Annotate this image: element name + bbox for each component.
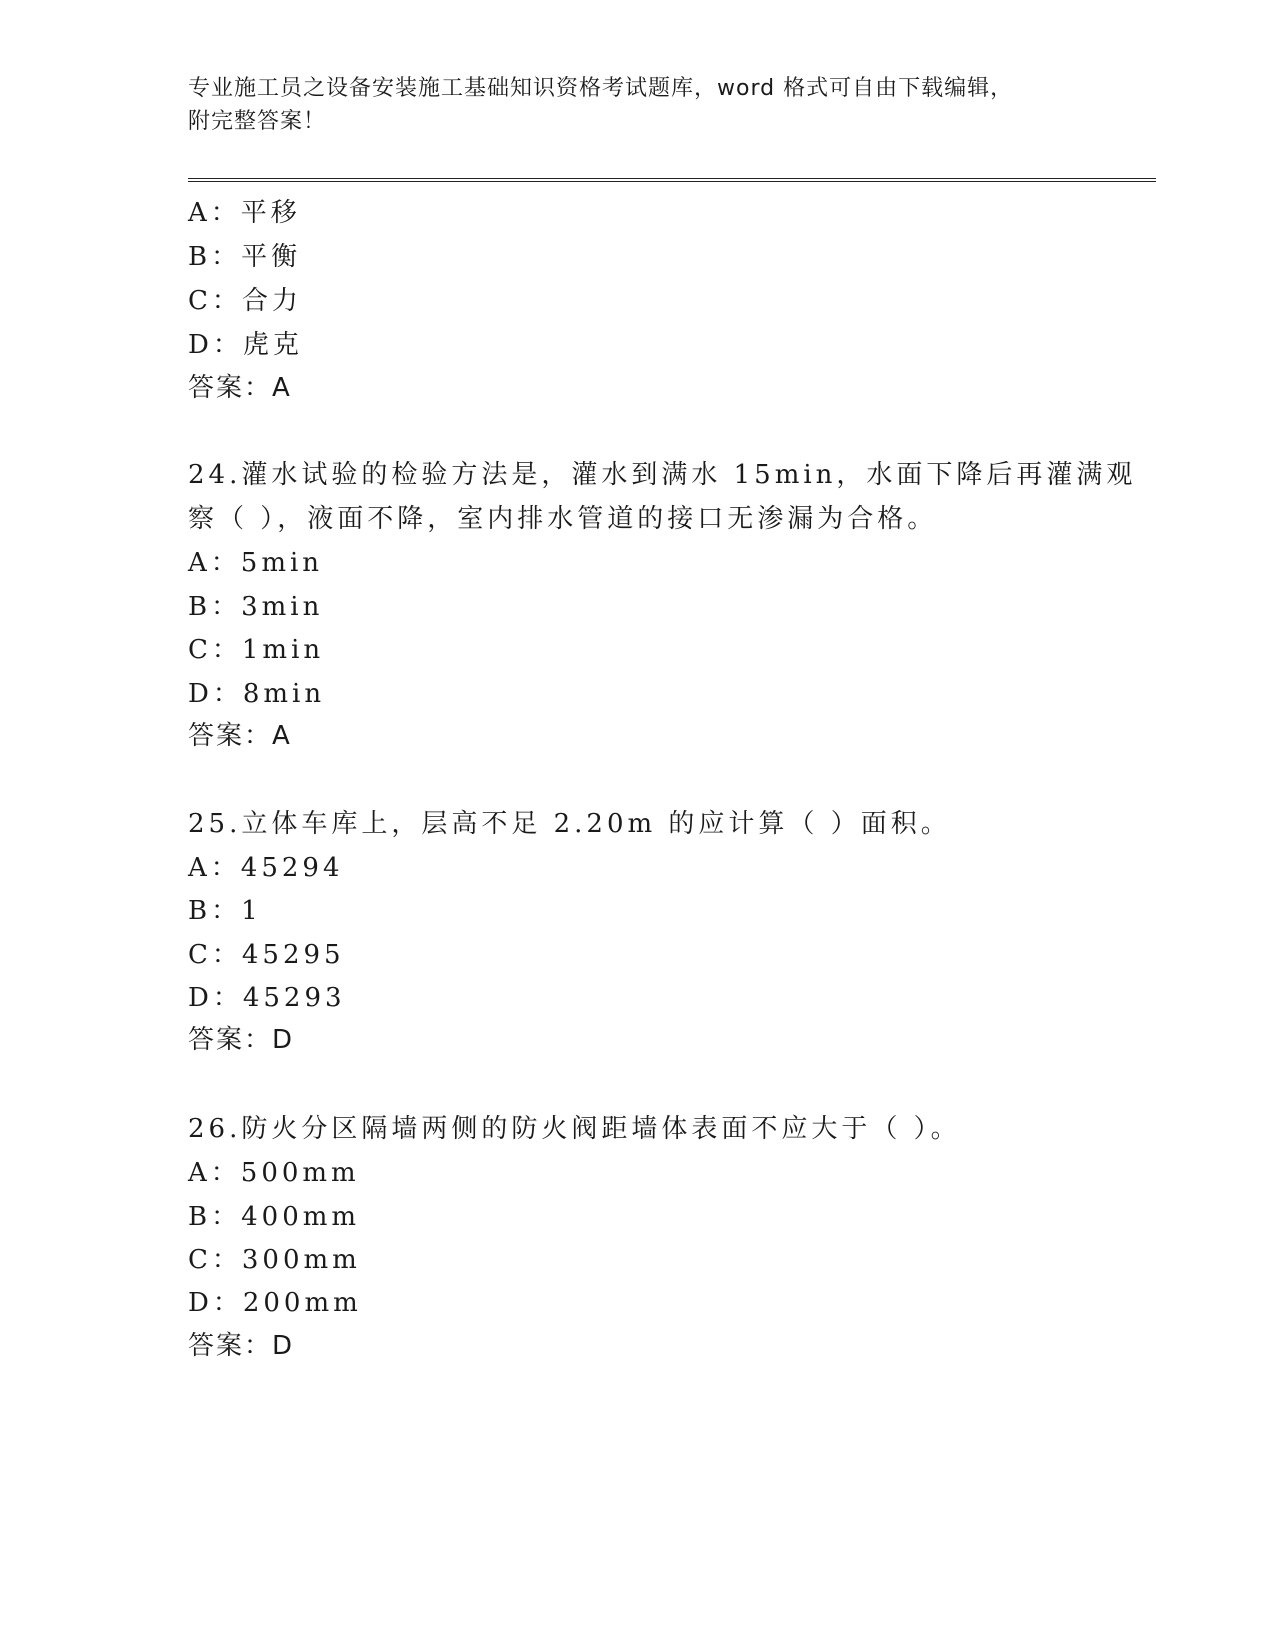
q24-stem-line-2: 察（ ），液面不降，室内排水管道的接口无渗漏为合格。 [188,504,938,534]
q26-option-c: C：300mm [188,1245,361,1275]
q24-answer: 答案：A [188,721,292,751]
q23-option-a: A：平移 [188,198,301,228]
q24-stem-line-1: 24.灌水试验的检验方法是，灌水到满水 15min，水面下降后再灌满观 [188,460,1137,490]
q24-option-b: B：3min [188,592,324,622]
header-line-1: 专业施工员之设备安装施工基础知识资格考试题库，word 格式可自由下载编辑， [188,76,1014,101]
q24-option-a: A：5min [188,548,324,578]
q25-stem: 25.立体车库上，层高不足 2.20m 的应计算（ ）面积。 [188,809,951,839]
q25-option-c: C：45295 [188,940,345,970]
q24-option-c: C：1min [188,635,325,665]
q25-option-d: D：45293 [188,983,346,1013]
header-divider [188,178,1156,182]
q23-answer: 答案：A [188,373,292,403]
q25-answer: 答案：D [188,1025,295,1055]
q25-option-b: B：1 [188,896,262,926]
document-header [188,72,1068,138]
q26-stem: 26.防火分区隔墙两侧的防火阀距墙体表面不应大于（ ）。 [188,1114,961,1144]
q24-option-d: D：8min [188,679,326,709]
q26-option-a: A：500mm [188,1158,360,1188]
q26-option-d: D：200mm [188,1288,362,1318]
q23-option-b: B：平衡 [188,242,302,272]
q23-option-d: D：虎克 [188,330,303,360]
q23-option-c: C：合力 [188,286,302,316]
q25-option-a: A：45294 [188,853,344,883]
q26-option-b: B：400mm [188,1202,361,1232]
q26-answer: 答案：D [188,1331,295,1361]
header-line-2: 附完整答案！ [188,109,327,134]
